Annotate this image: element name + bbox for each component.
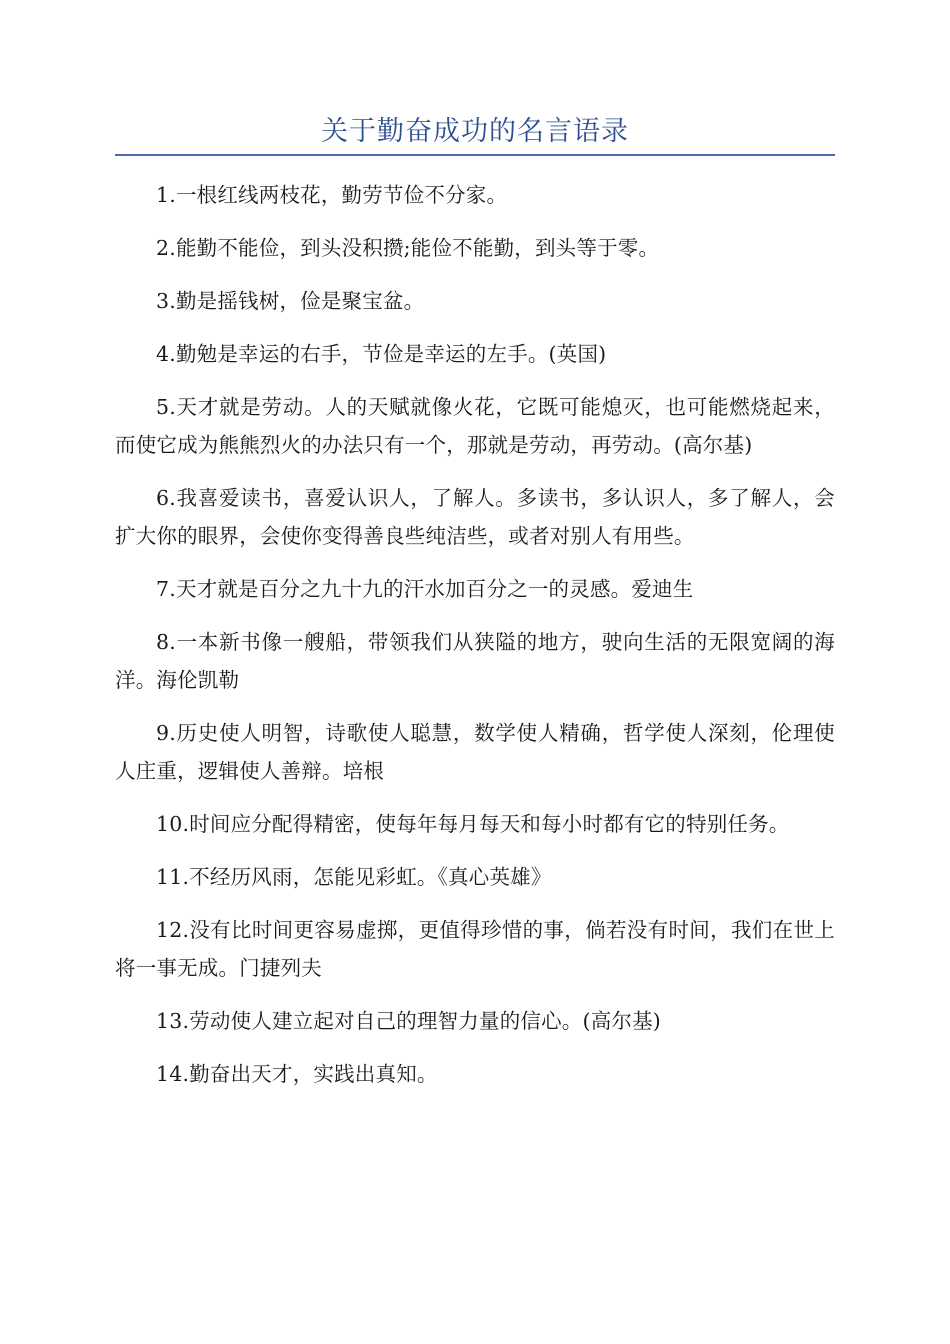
quote-paragraph-11: 11.不经历风雨，怎能见彩虹。《真心英雄》	[156, 865, 552, 889]
document-title: 关于勤奋成功的名言语录	[321, 116, 629, 147]
quote-paragraph-13: 13.劳动使人建立起对自己的理智力量的信心。(高尔基)	[156, 1009, 661, 1033]
title-underline	[115, 154, 835, 156]
quote-paragraph-9: 9.历史使人明智，诗歌使人聪慧，数学使人精确，哲学使人深刻，伦理使人庄重，逻辑使人善辩。培根	[115, 721, 835, 783]
document-body	[115, 176, 835, 1108]
quote-paragraph-8: 8.一本新书像一艘船，带领我们从狭隘的地方，驶向生活的无限宽阔的海洋。海伦凯勒	[115, 630, 835, 692]
quote-paragraph-6: 6.我喜爱读书，喜爱认识人，了解人。多读书，多认识人，多了解人，会扩大你的眼界，会使你变得善良些纯洁些，或者对别人有用些。	[115, 486, 835, 548]
quote-paragraph-3: 3.勤是摇钱树，俭是聚宝盆。	[156, 289, 425, 313]
quote-paragraph-5: 5.天才就是劳动。人的天赋就像火花，它既可能熄灭，也可能燃烧起来，而使它成为熊熊烈火的办法只有一个，那就是劳动，再劳动。(高尔基)	[115, 395, 835, 457]
quote-paragraph-14: 14.勤奋出天才，实践出真知。	[156, 1062, 438, 1086]
quote-paragraph-1: 1.一根红线两枝花，勤劳节俭不分家。	[156, 183, 508, 207]
quote-paragraph-2: 2.能勤不能俭，到头没积攒;能俭不能勤，到头等于零。	[156, 236, 660, 260]
quote-paragraph-10: 10.时间应分配得精密，使每年每月每天和每小时都有它的特别任务。	[156, 812, 790, 836]
quote-paragraph-12: 12.没有比时间更容易虚掷，更值得珍惜的事，倘若没有时间，我们在世上将一事无成。门捷列夫	[115, 918, 835, 980]
quote-paragraph-4: 4.勤勉是幸运的右手，节俭是幸运的左手。(英国)	[156, 342, 607, 366]
quote-paragraph-7: 7.天才就是百分之九十九的汗水加百分之一的灵感。爱迪生	[156, 577, 694, 601]
